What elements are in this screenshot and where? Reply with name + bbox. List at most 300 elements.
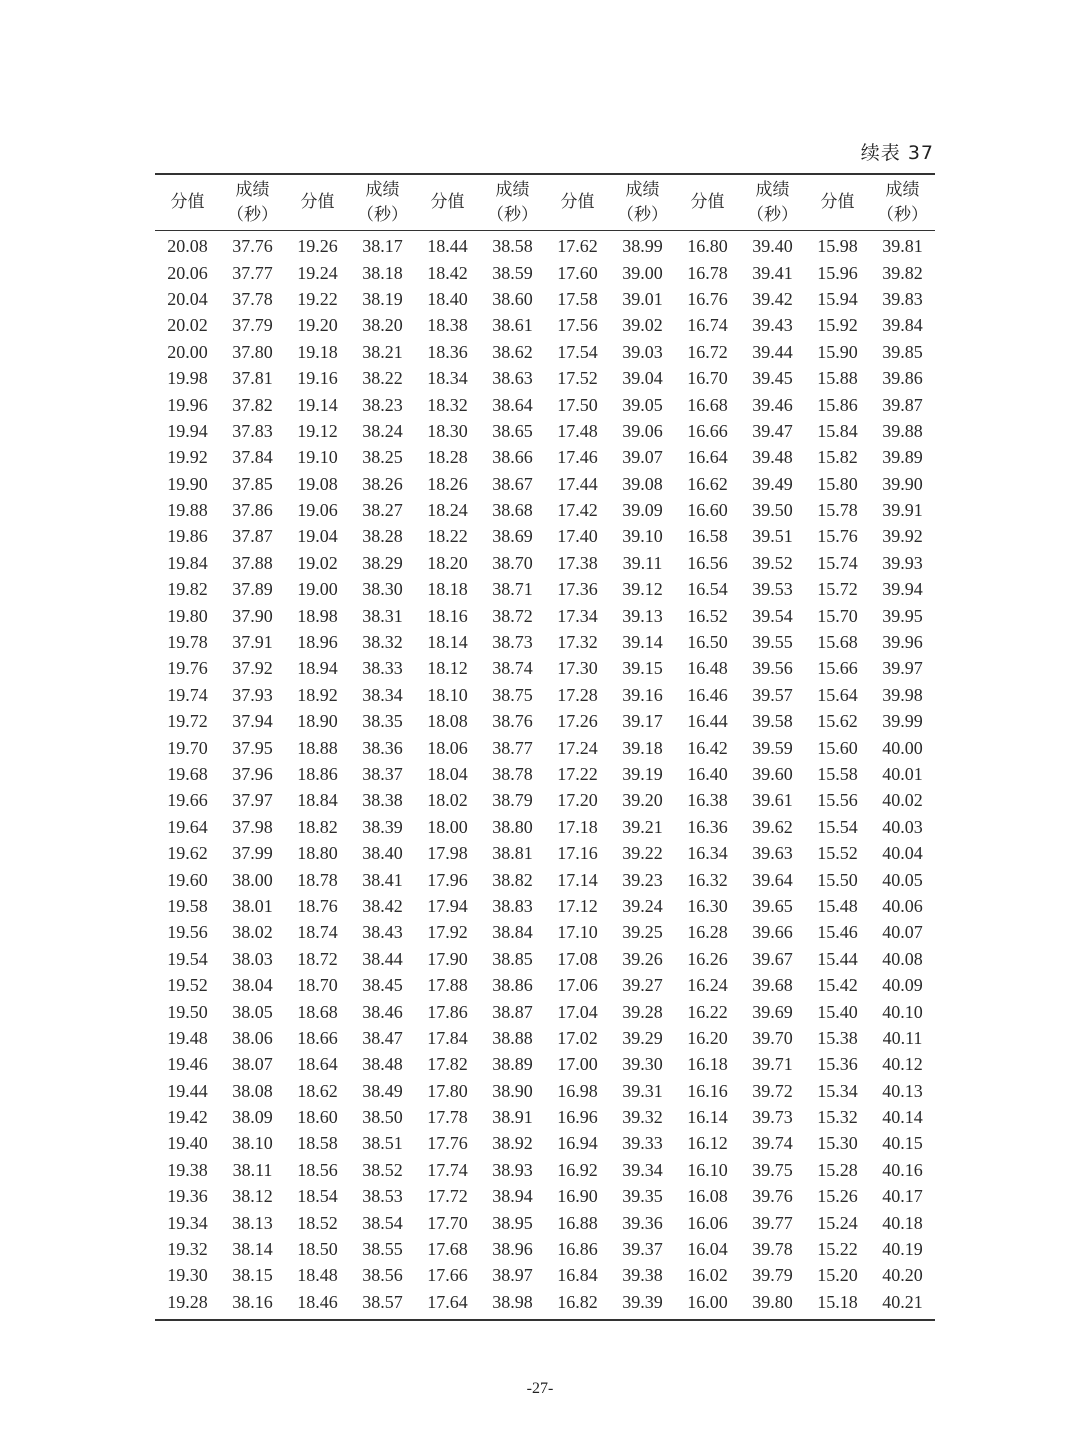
score-cell: 20.08	[167, 236, 208, 257]
table-row	[155, 1078, 935, 1104]
result-cell: 40.10	[882, 1001, 923, 1022]
score-cell: 15.88	[817, 368, 858, 389]
result-cell: 38.45	[362, 975, 403, 996]
score-cell: 15.86	[817, 394, 858, 415]
score-cell: 19.00	[297, 579, 338, 600]
result-cell: 39.39	[622, 1291, 663, 1312]
score-cell: 18.08	[427, 711, 468, 732]
score-cell: 17.28	[557, 684, 598, 705]
score-cell: 16.42	[687, 737, 728, 758]
score-cell: 19.24	[297, 262, 338, 283]
table-row	[155, 734, 935, 760]
score-cell: 18.74	[297, 922, 338, 943]
result-cell: 38.21	[362, 341, 403, 362]
result-cell: 39.30	[622, 1054, 663, 1075]
table-row	[155, 523, 935, 549]
table-row	[155, 1289, 935, 1320]
score-cell: 18.96	[297, 632, 338, 653]
result-cell: 40.05	[882, 869, 923, 890]
result-cell: 40.14	[882, 1107, 923, 1128]
result-cell: 38.34	[362, 684, 403, 705]
score-cell: 18.94	[297, 658, 338, 679]
score-cell: 15.94	[817, 288, 858, 309]
result-cell: 37.92	[232, 658, 273, 679]
score-cell: 18.62	[297, 1080, 338, 1101]
score-cell: 19.42	[167, 1107, 208, 1128]
result-cell: 37.85	[232, 473, 273, 494]
score-cell: 15.70	[817, 605, 858, 626]
result-cell: 37.84	[232, 447, 273, 468]
result-cell: 39.17	[622, 711, 663, 732]
result-cell: 38.02	[232, 922, 273, 943]
result-cell: 37.93	[232, 684, 273, 705]
score-cell: 16.04	[687, 1239, 728, 1260]
score-cell: 19.66	[167, 790, 208, 811]
score-cell: 18.84	[297, 790, 338, 811]
score-cell: 17.32	[557, 632, 598, 653]
score-cell: 19.06	[297, 500, 338, 521]
score-cell: 17.34	[557, 605, 598, 626]
result-cell: 40.06	[882, 895, 923, 916]
result-cell: 38.59	[492, 262, 533, 283]
table-row	[155, 998, 935, 1024]
result-cell: 38.08	[232, 1080, 273, 1101]
result-cell: 39.31	[622, 1080, 663, 1101]
result-cell: 38.46	[362, 1001, 403, 1022]
score-cell: 17.84	[427, 1027, 468, 1048]
result-cell: 39.85	[882, 341, 923, 362]
result-cell: 39.78	[752, 1239, 793, 1260]
score-cell: 18.20	[427, 552, 468, 573]
result-cell: 39.26	[622, 948, 663, 969]
result-cell: 38.20	[362, 315, 403, 336]
result-cell: 38.73	[492, 632, 533, 653]
score-cell: 16.56	[687, 552, 728, 573]
score-cell: 19.28	[167, 1291, 208, 1312]
result-cell: 40.13	[882, 1080, 923, 1101]
score-cell: 18.22	[427, 526, 468, 547]
score-cell: 19.34	[167, 1212, 208, 1233]
score-cell: 15.48	[817, 895, 858, 916]
score-cell: 17.44	[557, 473, 598, 494]
score-cell: 15.54	[817, 816, 858, 837]
score-cell: 17.46	[557, 447, 598, 468]
score-cell: 16.54	[687, 579, 728, 600]
score-cell: 17.10	[557, 922, 598, 943]
score-cell: 16.88	[557, 1212, 598, 1233]
result-cell: 39.12	[622, 579, 663, 600]
score-table	[155, 173, 935, 1321]
table-row	[155, 1183, 935, 1209]
score-cell: 16.28	[687, 922, 728, 943]
result-cell: 40.03	[882, 816, 923, 837]
result-cell: 39.74	[752, 1133, 793, 1154]
result-cell: 39.34	[622, 1159, 663, 1180]
score-cell: 18.88	[297, 737, 338, 758]
result-cell: 39.00	[622, 262, 663, 283]
result-cell: 39.47	[752, 420, 793, 441]
result-cell: 37.99	[232, 843, 273, 864]
score-cell: 20.04	[167, 288, 208, 309]
score-cell: 18.58	[297, 1133, 338, 1154]
score-cell: 17.80	[427, 1080, 468, 1101]
result-cell: 38.67	[492, 473, 533, 494]
score-cell: 19.96	[167, 394, 208, 415]
header-result-unit: （秒）	[227, 204, 278, 225]
score-cell: 17.70	[427, 1212, 468, 1233]
result-cell: 39.54	[752, 605, 793, 626]
score-cell: 17.58	[557, 288, 598, 309]
result-cell: 39.90	[882, 473, 923, 494]
result-cell: 39.08	[622, 473, 663, 494]
score-cell: 16.20	[687, 1027, 728, 1048]
score-cell: 16.24	[687, 975, 728, 996]
score-cell: 16.40	[687, 764, 728, 784]
score-cell: 15.18	[817, 1291, 858, 1312]
score-cell: 15.96	[817, 262, 858, 283]
result-cell: 38.41	[362, 869, 403, 890]
result-cell: 39.02	[622, 315, 663, 336]
score-cell: 15.32	[817, 1107, 858, 1128]
result-cell: 40.04	[882, 843, 923, 864]
score-cell: 16.70	[687, 368, 728, 389]
result-cell: 38.30	[362, 579, 403, 600]
result-cell: 38.87	[492, 1001, 533, 1022]
result-cell: 39.71	[752, 1054, 793, 1075]
score-cell: 16.74	[687, 315, 728, 336]
score-cell: 18.18	[427, 579, 468, 600]
score-cell: 19.08	[297, 473, 338, 494]
result-cell: 38.78	[492, 764, 533, 784]
score-cell: 17.02	[557, 1027, 598, 1048]
result-cell: 39.61	[752, 790, 793, 811]
result-cell: 39.46	[752, 394, 793, 415]
result-cell: 39.62	[752, 816, 793, 837]
score-cell: 15.46	[817, 922, 858, 943]
result-cell: 39.82	[882, 262, 923, 283]
result-cell: 39.33	[622, 1133, 663, 1154]
score-cell: 19.58	[167, 895, 208, 916]
score-cell: 16.00	[687, 1291, 728, 1312]
result-cell: 39.40	[752, 236, 793, 257]
result-cell: 37.90	[232, 605, 273, 626]
result-cell: 38.98	[492, 1291, 533, 1312]
result-cell: 38.86	[492, 975, 533, 996]
header-result-unit: （秒）	[487, 204, 538, 225]
score-cell: 17.30	[557, 658, 598, 679]
result-cell: 38.58	[492, 236, 533, 257]
result-cell: 39.63	[752, 843, 793, 864]
result-cell: 38.80	[492, 816, 533, 837]
result-cell: 39.53	[752, 579, 793, 600]
result-cell: 38.44	[362, 948, 403, 969]
result-cell: 39.15	[622, 658, 663, 679]
result-cell: 40.16	[882, 1159, 923, 1180]
score-cell: 15.60	[817, 737, 858, 758]
table-row	[155, 1025, 935, 1051]
result-cell: 39.92	[882, 526, 923, 547]
result-cell: 39.20	[622, 790, 663, 811]
table-row	[155, 312, 935, 338]
result-cell: 39.76	[752, 1186, 793, 1207]
result-cell: 38.53	[362, 1186, 403, 1207]
table-row	[155, 972, 935, 998]
result-cell: 39.73	[752, 1107, 793, 1128]
score-cell: 17.16	[557, 843, 598, 864]
score-cell: 15.72	[817, 579, 858, 600]
result-cell: 38.13	[232, 1212, 273, 1233]
result-cell: 38.11	[232, 1159, 273, 1180]
result-cell: 39.07	[622, 447, 663, 468]
score-cell: 18.68	[297, 1001, 338, 1022]
score-cell: 19.84	[167, 552, 208, 573]
result-cell: 39.59	[752, 737, 793, 758]
result-cell: 39.51	[752, 526, 793, 547]
result-cell: 40.12	[882, 1054, 923, 1075]
score-cell: 19.14	[297, 394, 338, 415]
result-cell: 38.62	[492, 341, 533, 362]
score-cell: 18.48	[297, 1265, 338, 1286]
score-cell: 16.36	[687, 816, 728, 837]
header-score: 分值	[675, 174, 740, 231]
result-cell: 39.21	[622, 816, 663, 837]
result-cell: 38.16	[232, 1291, 273, 1312]
result-cell: 39.87	[882, 394, 923, 415]
score-cell: 19.38	[167, 1159, 208, 1180]
header-result-unit: （秒）	[877, 204, 928, 225]
score-cell: 16.66	[687, 420, 728, 441]
score-cell: 16.02	[687, 1265, 728, 1286]
result-cell: 38.64	[492, 394, 533, 415]
score-cell: 16.58	[687, 526, 728, 547]
score-cell: 18.12	[427, 658, 468, 679]
score-cell: 17.24	[557, 737, 598, 758]
result-cell: 39.79	[752, 1265, 793, 1286]
result-cell: 38.69	[492, 526, 533, 547]
score-cell: 18.26	[427, 473, 468, 494]
table-row	[155, 840, 935, 866]
table-row	[155, 576, 935, 602]
score-cell: 18.36	[427, 341, 468, 362]
score-cell: 17.22	[557, 764, 598, 784]
score-cell: 18.80	[297, 843, 338, 864]
result-cell: 39.24	[622, 895, 663, 916]
result-cell: 37.87	[232, 526, 273, 547]
table-body	[155, 231, 935, 1321]
score-cell: 19.82	[167, 579, 208, 600]
result-cell: 38.15	[232, 1265, 273, 1286]
header-row	[155, 174, 935, 231]
score-cell: 18.02	[427, 790, 468, 811]
score-cell: 15.68	[817, 632, 858, 653]
result-cell: 38.61	[492, 315, 533, 336]
header-score: 分值	[545, 174, 610, 231]
score-cell: 16.94	[557, 1133, 598, 1154]
score-cell: 15.80	[817, 473, 858, 494]
result-cell: 38.89	[492, 1054, 533, 1075]
header-score: 分值	[415, 174, 480, 231]
result-cell: 38.04	[232, 975, 273, 996]
score-cell: 16.84	[557, 1265, 598, 1286]
score-cell: 16.46	[687, 684, 728, 705]
result-cell: 39.22	[622, 843, 663, 864]
result-cell: 38.88	[492, 1027, 533, 1048]
result-cell: 38.95	[492, 1212, 533, 1233]
result-cell: 39.96	[882, 632, 923, 653]
score-cell: 16.64	[687, 447, 728, 468]
score-cell: 16.90	[557, 1186, 598, 1207]
score-cell: 16.32	[687, 869, 728, 890]
result-cell: 39.91	[882, 500, 923, 521]
score-cell: 17.08	[557, 948, 598, 969]
result-cell: 38.43	[362, 922, 403, 943]
result-cell: 38.22	[362, 368, 403, 389]
score-cell: 16.08	[687, 1186, 728, 1207]
score-cell: 18.40	[427, 288, 468, 309]
score-cell: 15.22	[817, 1239, 858, 1260]
score-cell: 16.80	[687, 236, 728, 257]
table-row	[155, 1209, 935, 1235]
result-cell: 39.49	[752, 473, 793, 494]
result-cell: 39.18	[622, 737, 663, 758]
result-cell: 38.35	[362, 711, 403, 732]
result-cell: 39.23	[622, 869, 663, 890]
score-cell: 17.92	[427, 922, 468, 943]
header-result-unit: （秒）	[357, 204, 408, 225]
score-cell: 18.92	[297, 684, 338, 705]
score-cell: 18.06	[427, 737, 468, 758]
score-cell: 16.18	[687, 1054, 728, 1075]
page-number: -27-	[526, 1380, 554, 1397]
header-result	[610, 174, 675, 231]
score-cell: 19.78	[167, 632, 208, 653]
score-cell: 15.52	[817, 843, 858, 864]
score-cell: 16.26	[687, 948, 728, 969]
score-cell: 16.12	[687, 1133, 728, 1154]
result-cell: 38.42	[362, 895, 403, 916]
result-cell: 37.81	[232, 368, 273, 389]
score-cell: 18.32	[427, 394, 468, 415]
score-cell: 18.72	[297, 948, 338, 969]
table-row	[155, 339, 935, 365]
score-cell: 18.90	[297, 711, 338, 732]
score-cell: 19.16	[297, 368, 338, 389]
table-row	[155, 1051, 935, 1077]
result-cell: 40.11	[882, 1027, 923, 1048]
result-cell: 38.51	[362, 1133, 403, 1154]
table-row	[155, 550, 935, 576]
score-cell: 19.92	[167, 447, 208, 468]
table-row	[155, 814, 935, 840]
score-cell: 15.38	[817, 1027, 858, 1048]
score-cell: 19.44	[167, 1080, 208, 1101]
score-cell: 17.68	[427, 1239, 468, 1260]
score-cell: 17.76	[427, 1133, 468, 1154]
result-cell: 38.82	[492, 869, 533, 890]
score-cell: 17.40	[557, 526, 598, 547]
result-cell: 39.45	[752, 368, 793, 389]
result-cell: 38.27	[362, 500, 403, 521]
result-cell: 38.68	[492, 500, 533, 521]
score-cell: 15.78	[817, 500, 858, 521]
result-cell: 39.69	[752, 1001, 793, 1022]
score-cell: 19.74	[167, 684, 208, 705]
score-cell: 19.64	[167, 816, 208, 837]
score-cell: 20.06	[167, 262, 208, 283]
result-cell: 39.81	[882, 236, 923, 257]
result-cell: 38.49	[362, 1080, 403, 1101]
score-cell: 18.50	[297, 1239, 338, 1260]
table-row	[155, 761, 935, 787]
result-cell: 38.47	[362, 1027, 403, 1048]
result-cell: 39.11	[622, 552, 663, 573]
table-row	[155, 655, 935, 681]
result-cell: 38.56	[362, 1265, 403, 1286]
score-cell: 17.74	[427, 1159, 468, 1180]
score-cell: 15.56	[817, 790, 858, 811]
score-cell: 19.20	[297, 315, 338, 336]
result-cell: 39.67	[752, 948, 793, 969]
table-row	[155, 259, 935, 285]
score-cell: 19.68	[167, 764, 208, 784]
result-cell: 40.01	[882, 764, 923, 784]
score-cell: 15.90	[817, 341, 858, 362]
table-row	[155, 231, 935, 260]
score-cell: 17.62	[557, 236, 598, 257]
result-cell: 38.91	[492, 1107, 533, 1128]
score-cell: 15.40	[817, 1001, 858, 1022]
result-cell: 37.96	[232, 764, 273, 784]
score-cell: 15.20	[817, 1265, 858, 1286]
score-cell: 18.14	[427, 632, 468, 653]
score-cell: 16.52	[687, 605, 728, 626]
score-cell: 19.30	[167, 1265, 208, 1286]
result-cell: 37.89	[232, 579, 273, 600]
table-row	[155, 629, 935, 655]
score-cell: 19.26	[297, 236, 338, 257]
score-cell: 16.82	[557, 1291, 598, 1312]
result-cell: 39.41	[752, 262, 793, 283]
score-cell: 15.36	[817, 1054, 858, 1075]
result-cell: 39.04	[622, 368, 663, 389]
result-cell: 40.21	[882, 1291, 923, 1312]
score-cell: 17.26	[557, 711, 598, 732]
header-result-label: 成绩	[365, 179, 400, 200]
score-cell: 15.84	[817, 420, 858, 441]
result-cell: 37.83	[232, 420, 273, 441]
result-cell: 38.14	[232, 1239, 273, 1260]
score-cell: 19.02	[297, 552, 338, 573]
score-cell: 17.38	[557, 552, 598, 573]
score-cell: 19.62	[167, 843, 208, 864]
score-cell: 19.52	[167, 975, 208, 996]
score-cell: 18.00	[427, 816, 468, 837]
result-cell: 38.10	[232, 1133, 273, 1154]
result-cell: 38.33	[362, 658, 403, 679]
result-cell: 38.71	[492, 579, 533, 600]
result-cell: 38.05	[232, 1001, 273, 1022]
result-cell: 37.82	[232, 394, 273, 415]
score-cell: 18.44	[427, 236, 468, 257]
score-cell: 19.88	[167, 500, 208, 521]
score-cell: 17.88	[427, 975, 468, 996]
score-cell: 17.78	[427, 1107, 468, 1128]
result-cell: 38.23	[362, 394, 403, 415]
score-cell: 16.60	[687, 500, 728, 521]
result-cell: 38.06	[232, 1027, 273, 1048]
result-cell: 39.36	[622, 1212, 663, 1233]
score-cell: 17.86	[427, 1001, 468, 1022]
